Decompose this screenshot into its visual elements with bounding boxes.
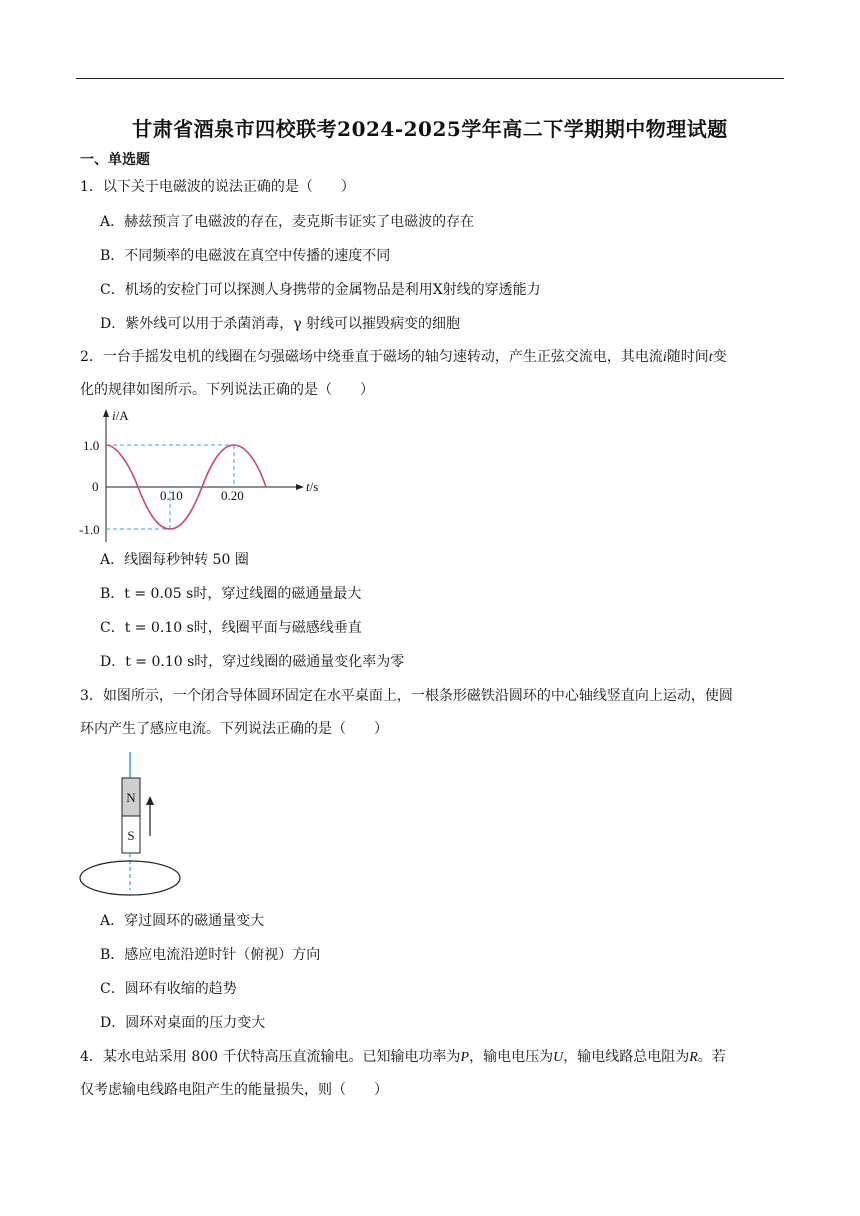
y-axis-unit: /A — [115, 408, 129, 423]
question-3-stem-line-2: 环内产生了感应电流。下列说法正确的是（ ） — [80, 721, 388, 737]
question-2-option-b: B．t = 0.05 s时，穿过线圈的磁通量最大 — [100, 586, 362, 602]
question-3-option-c: C．圆环有收缩的趋势 — [100, 981, 237, 997]
question-2-option-c: C．t = 0.10 s时，线圈平面与磁感线垂直 — [100, 620, 362, 636]
question-2-stem-line-1 — [80, 347, 727, 368]
page-title: 甘肃省酒泉市四校联考2024-2025学年高二下学期期中物理试题 — [132, 117, 728, 141]
question-1-option-b: B．不同频率的电磁波在真空中传播的速度不同 — [100, 248, 391, 264]
question-3-option-a: A．穿过圆环的磁通量变大 — [100, 913, 265, 929]
x-axis-arrow-icon — [296, 484, 304, 490]
tick-x-1: 0.10 — [160, 488, 183, 503]
question-1-option-c: C．机场的安检门可以探测人身携带的金属物品是利用X射线的穿透能力 — [100, 282, 541, 298]
question-2-option-a: A．线圈每秒钟转 50 圈 — [100, 552, 249, 568]
up-arrow-icon — [146, 796, 154, 805]
variable-i: i — [662, 350, 667, 365]
question-1-option-a: A．赫兹预言了电磁波的存在，麦克斯韦证实了电磁波的存在 — [100, 214, 475, 230]
question-4-stem-part-3: ，输电线路总电阻为 — [563, 1049, 690, 1065]
section-heading: 一、单选题 — [80, 152, 150, 168]
question-4-stem-part-2: ，输电电压为 — [469, 1049, 554, 1065]
tick-y-bottom: -1.0 — [79, 522, 100, 537]
tick-y-top: 1.0 — [83, 438, 100, 453]
header-rule — [76, 78, 784, 79]
variable-P: P — [460, 1050, 470, 1065]
magnet-ring-figure — [76, 750, 186, 904]
question-4-stem-part-4: 。若 — [697, 1049, 726, 1065]
question-3-stem-line-1: 3．如图所示，一个闭合导体圆环固定在水平桌面上，一根条形磁铁沿圆环的中心轴线竖直向上运动，使圆 — [80, 688, 733, 704]
question-2-option-d: D．t = 0.10 s时，穿过线圈的磁通量变化率为零 — [100, 654, 405, 670]
question-4-stem-line-2: 仅考虑输电线路电阻产生的能量损失，则（ ） — [80, 1082, 388, 1098]
south-label: S — [127, 828, 135, 843]
tick-x-2: 0.20 — [221, 488, 244, 503]
question-1-stem: 1．以下关于电磁波的说法正确的是（ ） — [80, 179, 355, 195]
variable-t: t — [708, 350, 713, 365]
y-axis-label: i/A — [112, 408, 129, 423]
question-3-option-d: D．圆环对桌面的压力变大 — [100, 1015, 266, 1031]
x-axis-label: t/s — [306, 479, 319, 494]
question-2-stem-line-2: 化的规律如图所示。下列说法正确的是（ ） — [80, 382, 374, 398]
tick-origin: 0 — [92, 479, 99, 494]
variable-R: R — [689, 1050, 698, 1065]
y-axis-arrow-icon — [103, 409, 109, 417]
question-4-stem-part-1: 4．某水电站采用 800 千伏特高压直流输电。已知输电功率为 — [80, 1049, 461, 1065]
variable-U: U — [553, 1050, 564, 1065]
question-1-option-d: D．紫外线可以用于杀菌消毒，γ 射线可以摧毁病变的细胞 — [100, 316, 461, 332]
current-time-graph — [76, 405, 326, 549]
question-2-stem-part-1: 2．一台手摇发电机的线圈在匀强磁场中绕垂直于磁场的轴匀速转动，产生正弦交流电，其电流 — [80, 349, 663, 365]
north-label: N — [126, 790, 136, 805]
question-2-stem-part-2: 随时间 — [666, 349, 709, 365]
question-4-stem-line-1 — [80, 1047, 726, 1068]
question-2-stem-part-3: 变 — [712, 349, 727, 365]
question-3-option-b: B．感应电流沿逆时针（俯视）方向 — [100, 947, 321, 963]
